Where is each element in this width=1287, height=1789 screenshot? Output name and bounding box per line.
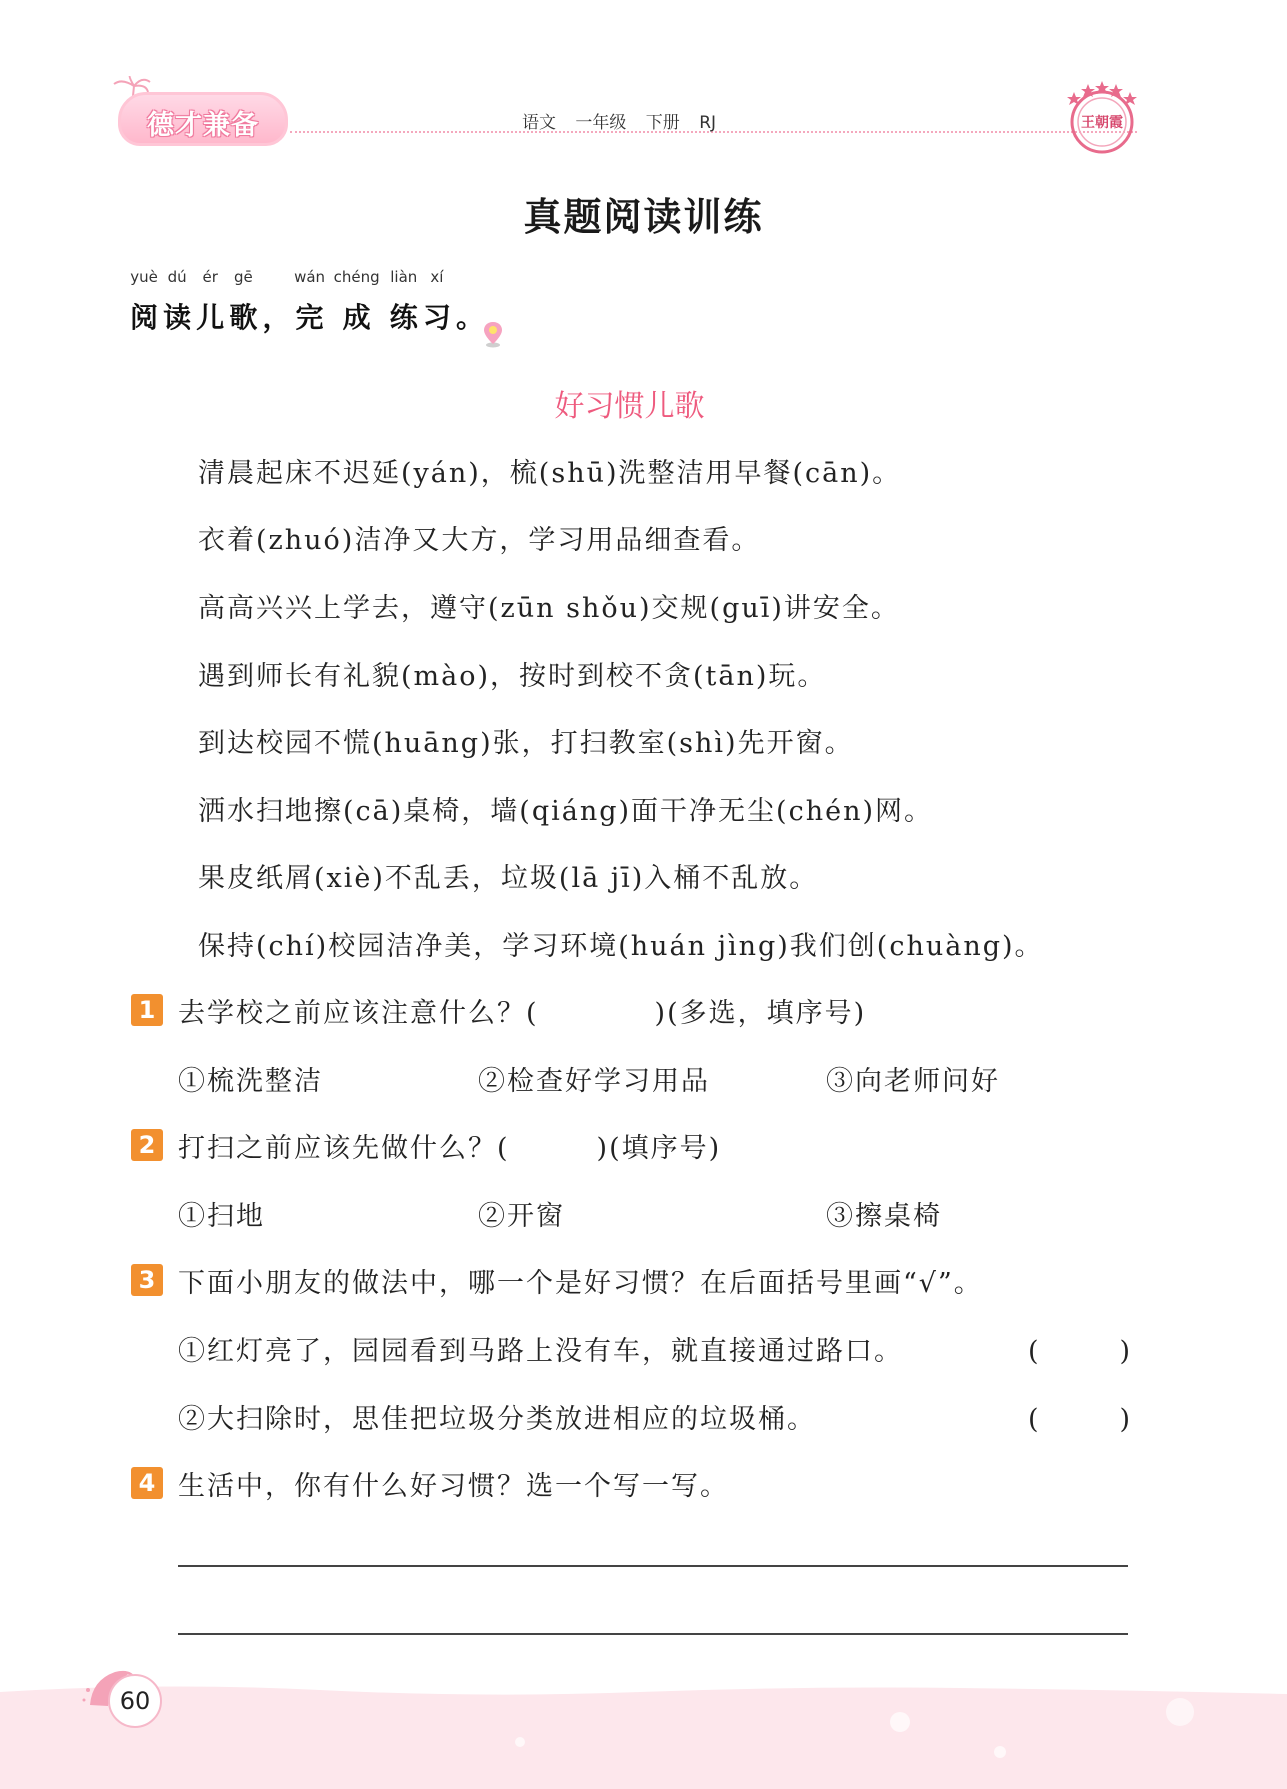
question-number-badge: 2: [131, 1129, 163, 1161]
answer-option: ③擦桌椅: [826, 1201, 942, 1232]
poem-title: 好习惯儿歌: [554, 389, 705, 424]
question-text: 下面小朋友的做法中，哪一个是好习惯？在后面括号里画“√”。: [178, 1268, 983, 1299]
brand-logo: [118, 92, 288, 146]
poem-line: 清晨起床不迟延(yán)，梳(shū)洗整洁用早餐(cān)。: [198, 458, 902, 489]
statement-item: ①红灯亮了，园园看到马路上没有车，就直接通过路口。: [178, 1336, 903, 1367]
answer-blank[interactable]: ( ): [1028, 1336, 1131, 1367]
instruction-char: chéng 成: [333, 268, 380, 334]
question-text: 去学校之前应该注意什么？( )(多选，填序号): [178, 998, 867, 1029]
instruction-char: ，: [262, 301, 291, 334]
question-number-badge: 4: [131, 1467, 163, 1499]
instruction-char: gē 歌: [229, 268, 258, 334]
answer-option: ②检查好学习用品: [478, 1066, 710, 1097]
statement-item: ②大扫除时，思佳把垃圾分类放进相应的垃圾桶。: [178, 1404, 816, 1435]
instruction-char: xí 习: [422, 268, 451, 334]
question-number-badge: 1: [131, 994, 163, 1026]
instruction-char: yuè 阅: [130, 268, 159, 334]
writing-line[interactable]: [178, 1565, 1128, 1567]
page-title: 真题阅读训练: [523, 195, 764, 239]
poem-line: 保持(chí)校园洁净美，学习环境(huán jìng)我们创(chuàng)。: [198, 931, 1044, 962]
poem-line: 果皮纸屑(xiè)不乱丢，垃圾(lā jī)入桶不乱放。: [198, 863, 819, 894]
instruction-char: wán 完: [294, 268, 326, 334]
instruction-char: liàn 练: [389, 268, 418, 334]
brand-logo-text: 德才兼备: [147, 110, 259, 141]
author-seal-text: 王朝霞: [1081, 115, 1123, 131]
instruction-char: dú 读: [163, 268, 192, 334]
location-pin-icon: [482, 320, 504, 348]
answer-option: ①梳洗整洁: [178, 1066, 323, 1097]
writing-line[interactable]: [178, 1633, 1128, 1635]
footer-background: [0, 1682, 1287, 1789]
answer-option: ②开窗: [478, 1201, 565, 1232]
poem-line: 洒水扫地擦(cā)桌椅，墙(qiáng)面干净无尘(chén)网。: [198, 796, 933, 827]
answer-option: ③向老师问好: [826, 1066, 1000, 1097]
question-number-badge: 3: [131, 1264, 163, 1296]
question-text: 打扫之前应该先做什么？( )(填序号): [178, 1133, 722, 1164]
book-meta: 语文 一年级 下册 RJ: [522, 113, 717, 133]
page-number: 60: [108, 1674, 162, 1728]
poem-line: 衣着(zhuó)洁净又大方，学习用品细查看。: [198, 525, 761, 556]
instruction-char: ér 儿: [196, 268, 225, 334]
instruction: [130, 268, 484, 336]
poem-line: 高高兴兴上学去，遵守(zūn shǒu)交规(guī)讲安全。: [198, 593, 900, 624]
poem-line: 到达校园不慌(huāng)张，打扫教室(shì)先开窗。: [198, 728, 854, 759]
answer-blank[interactable]: ( ): [1028, 1404, 1131, 1435]
question-text: 生活中，你有什么好习惯？选一个写一写。: [178, 1471, 729, 1502]
poem-line: 遇到师长有礼貌(mào)，按时到校不贪(tān)玩。: [198, 661, 827, 692]
instruction-char: 。: [455, 301, 484, 334]
answer-option: ①扫地: [178, 1201, 265, 1232]
